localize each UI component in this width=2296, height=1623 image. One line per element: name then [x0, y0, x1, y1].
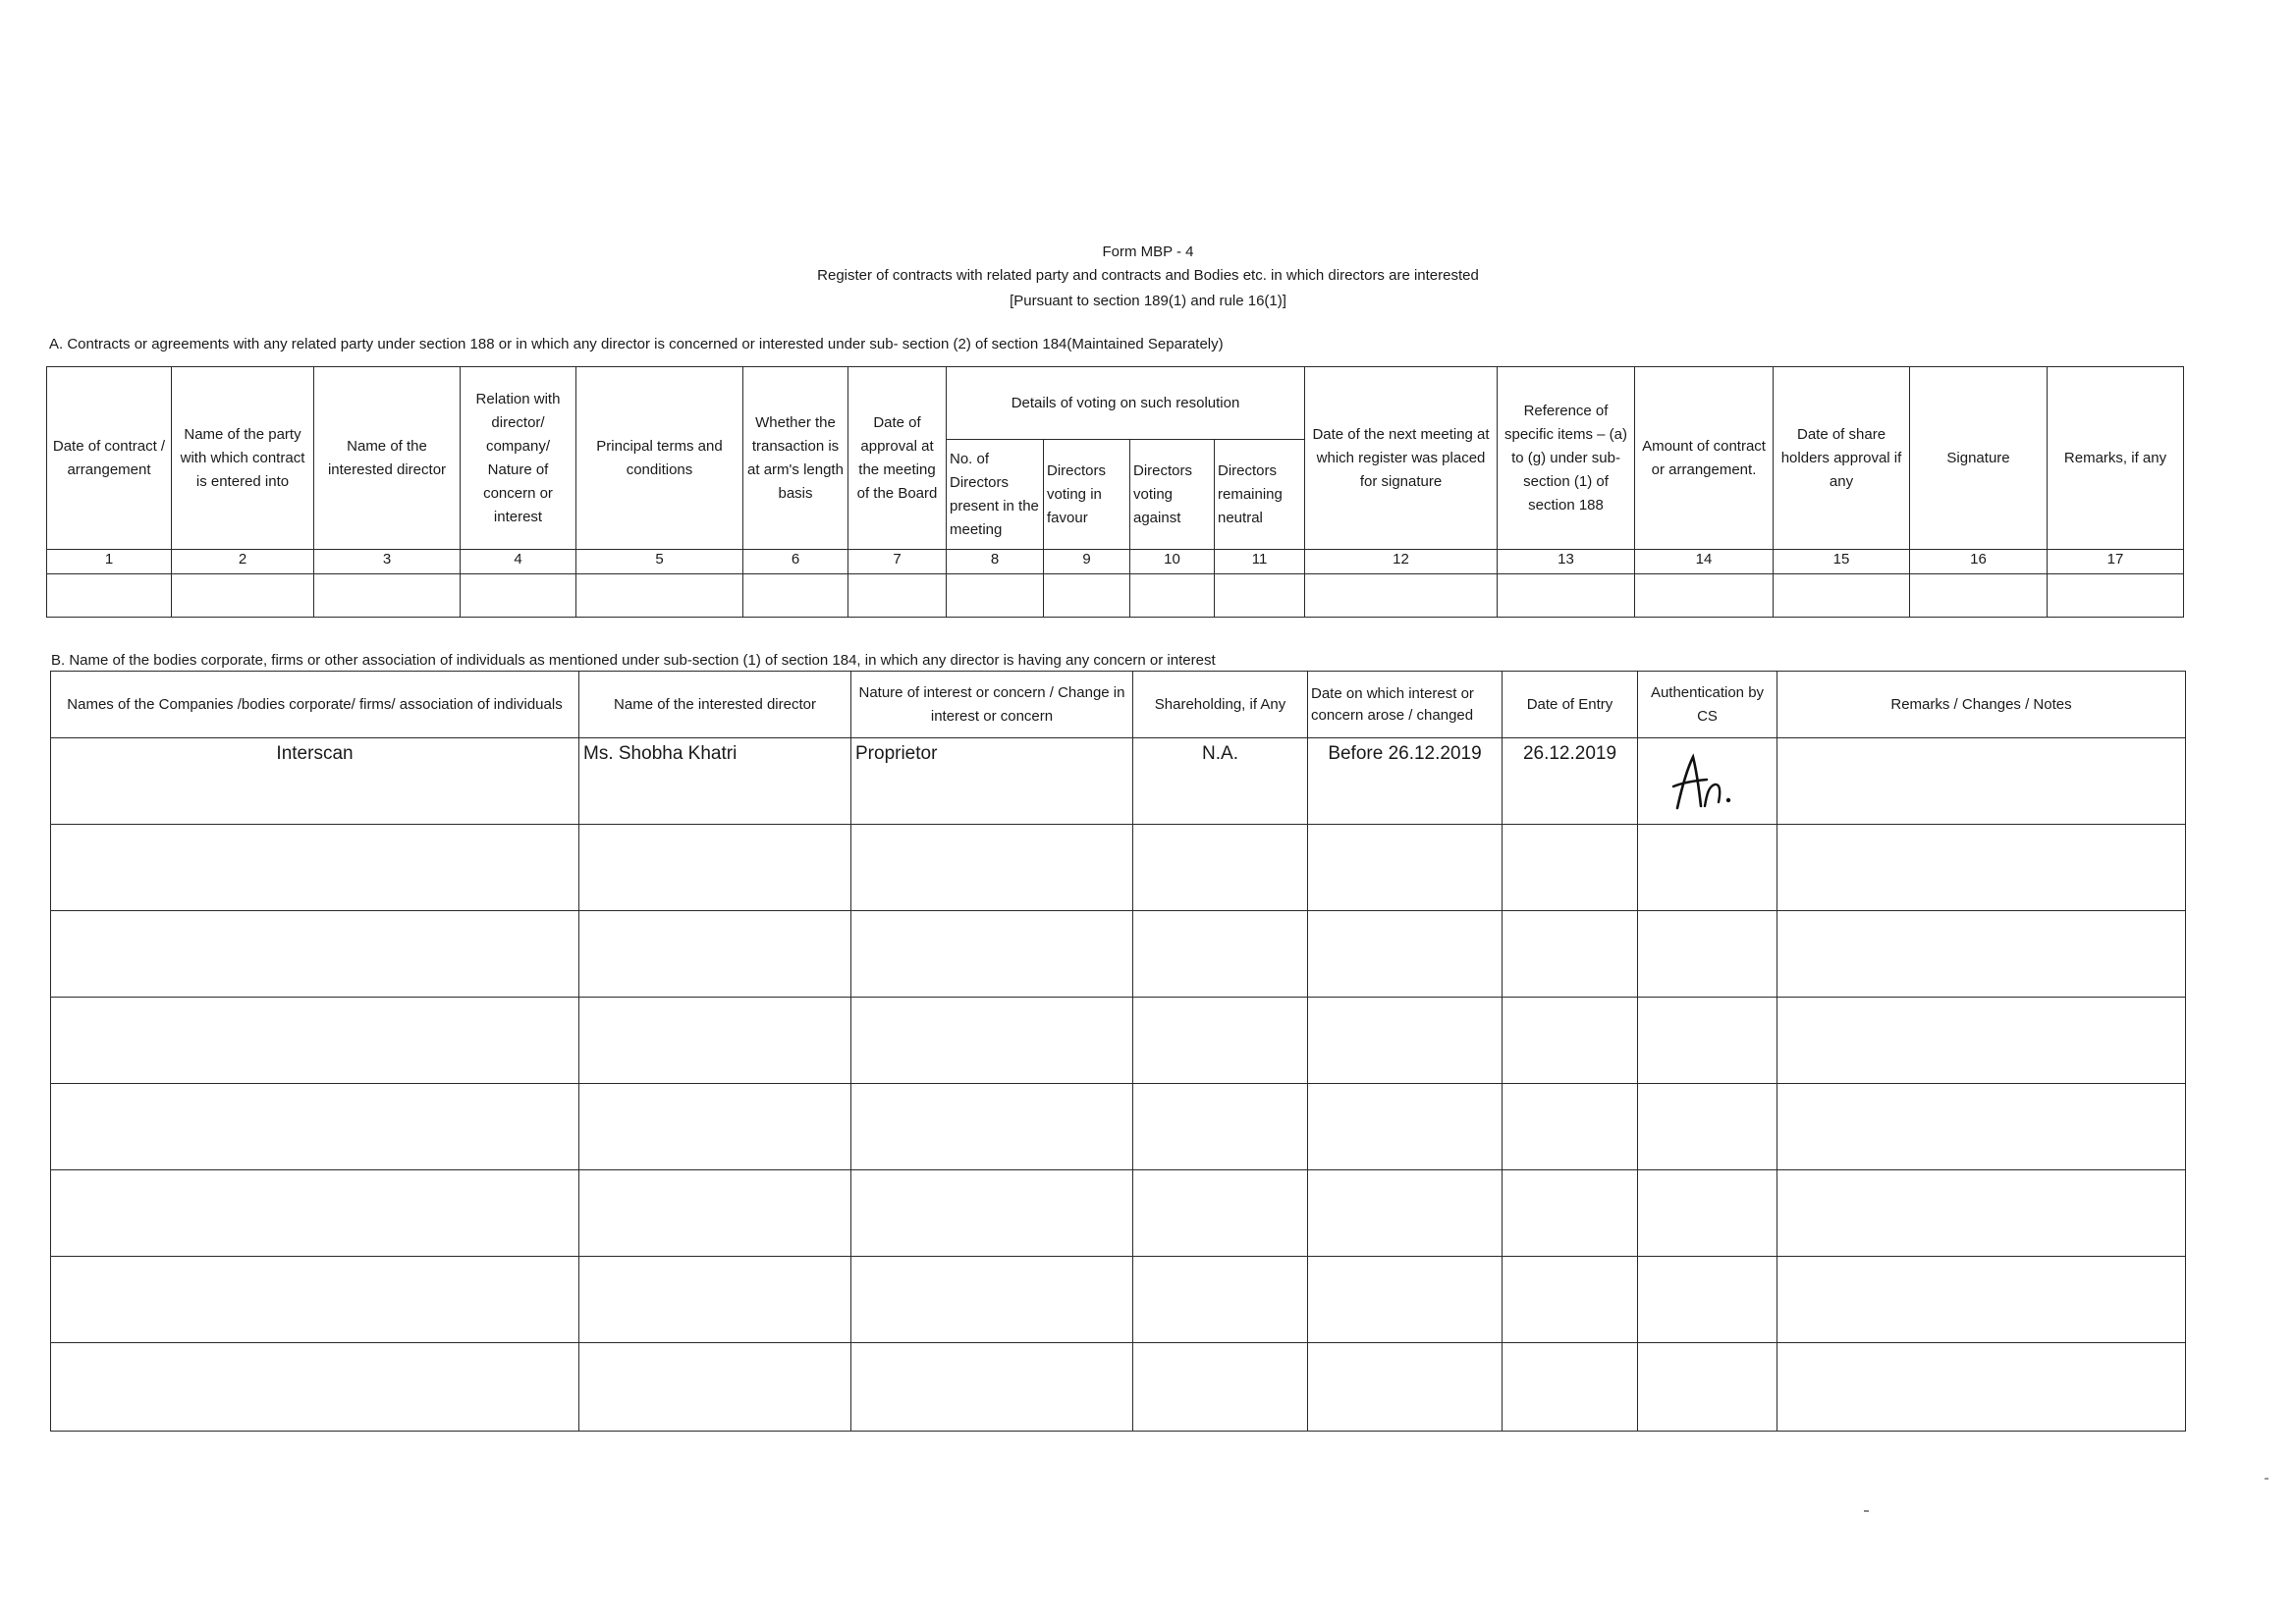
col-relation: Relation with director/ company/ Nature of concern or interest [461, 367, 576, 550]
empty-cell[interactable] [1308, 825, 1503, 911]
empty-cell[interactable] [1308, 1170, 1503, 1257]
empty-cell[interactable] [851, 1257, 1133, 1343]
col-principal-terms: Principal terms and conditions [576, 367, 743, 550]
empty-cell[interactable] [51, 998, 579, 1084]
form-number: Form MBP - 4 [1102, 243, 1194, 260]
empty-cell[interactable] [1133, 1170, 1308, 1257]
empty-cell[interactable] [743, 574, 848, 618]
column-number: 15 [1774, 550, 1910, 574]
empty-cell[interactable] [172, 574, 314, 618]
table-row [51, 738, 2186, 825]
empty-cell[interactable] [1308, 1257, 1503, 1343]
empty-cell[interactable] [1777, 1084, 2186, 1170]
col-remarks-notes: Remarks / Changes / Notes [1777, 672, 2186, 738]
empty-cell[interactable] [1777, 1257, 2186, 1343]
empty-cell[interactable] [1308, 1343, 1503, 1432]
empty-cell[interactable] [851, 1170, 1133, 1257]
empty-cell[interactable] [1638, 1257, 1777, 1343]
empty-cell[interactable] [1638, 911, 1777, 998]
column-number: 7 [848, 550, 947, 574]
empty-cell[interactable] [851, 911, 1133, 998]
empty-cell[interactable] [1503, 998, 1638, 1084]
empty-cell[interactable] [579, 998, 851, 1084]
empty-cell[interactable] [1305, 574, 1498, 618]
col-shareholder-approval: Date of share holders approval if any [1774, 367, 1910, 550]
empty-cell[interactable] [1777, 1170, 2186, 1257]
col-next-meeting-date: Date of the next meeting at which register was placed for signature [1305, 367, 1498, 550]
date-entry-cell[interactable]: 26.12.2019 [1503, 738, 1638, 825]
authentication-cell[interactable] [1638, 738, 1777, 825]
empty-cell[interactable] [1215, 574, 1305, 618]
col-directors-present: No. of Directors present in the meeting [947, 440, 1044, 550]
date-arose-cell[interactable]: Before 26.12.2019 [1308, 738, 1503, 825]
column-number: 12 [1305, 550, 1498, 574]
table-row [51, 911, 2186, 998]
col-group-voting-details: Details of voting on such resolution [947, 367, 1305, 440]
col-date-arose: Date on which interest or concern arose / changed [1308, 672, 1503, 738]
empty-cell[interactable] [1503, 911, 1638, 998]
col-directors-neutral: Directors remaining neutral [1215, 440, 1305, 550]
col-authentication: Authentication by CS [1638, 672, 1777, 738]
col-date-of-contract: Date of contract / arrangement [47, 367, 172, 550]
cs-signature-image [1664, 749, 1752, 818]
empty-cell[interactable] [1774, 574, 1910, 618]
column-number: 16 [1910, 550, 2048, 574]
empty-cell[interactable] [1308, 998, 1503, 1084]
director-name-cell[interactable]: Ms. Shobha Khatri [579, 738, 851, 825]
scan-speck [1864, 1510, 1869, 1512]
column-number: 1 [47, 550, 172, 574]
empty-cell[interactable] [1503, 1170, 1638, 1257]
col-interested-director: Name of the interested director [314, 367, 461, 550]
empty-cell[interactable] [1133, 998, 1308, 1084]
empty-cell[interactable] [1503, 1257, 1638, 1343]
scan-speck [2265, 1478, 2269, 1480]
empty-cell[interactable] [51, 1257, 579, 1343]
column-number: 14 [1635, 550, 1774, 574]
col-directors-favour: Directors voting in favour [1044, 440, 1130, 550]
col-shareholding: Shareholding, if Any [1133, 672, 1308, 738]
empty-cell[interactable] [1638, 1170, 1777, 1257]
empty-cell[interactable] [579, 1343, 851, 1432]
empty-cell[interactable] [1133, 911, 1308, 998]
company-name-cell[interactable]: Interscan [51, 738, 579, 825]
empty-cell[interactable] [1130, 574, 1215, 618]
column-number: 5 [576, 550, 743, 574]
empty-cell[interactable] [1133, 1084, 1308, 1170]
empty-cell[interactable] [579, 1084, 851, 1170]
empty-cell[interactable] [1308, 1084, 1503, 1170]
empty-cell[interactable] [1308, 911, 1503, 998]
empty-cell[interactable] [851, 998, 1133, 1084]
col-party-name: Name of the party with which contract is entered into [172, 367, 314, 550]
table-row [51, 825, 2186, 911]
empty-cell[interactable] [579, 1170, 851, 1257]
empty-cell[interactable] [1503, 1343, 1638, 1432]
column-number: 8 [947, 550, 1044, 574]
column-number: 9 [1044, 550, 1130, 574]
register-title: Register of contracts with related party and contracts and Bodies etc. in which directors are interested [817, 267, 1479, 284]
col-remarks: Remarks, if any [2048, 367, 2184, 550]
empty-cell[interactable] [579, 911, 851, 998]
empty-cell[interactable] [51, 825, 579, 911]
empty-cell[interactable] [1777, 911, 2186, 998]
empty-cell[interactable] [851, 825, 1133, 911]
column-number: 10 [1130, 550, 1215, 574]
column-number-row [47, 550, 2184, 574]
empty-cell[interactable] [1044, 574, 1130, 618]
table-row [51, 998, 2186, 1084]
empty-cell[interactable] [851, 1084, 1133, 1170]
col-interested-director: Name of the interested director [579, 672, 851, 738]
empty-cell[interactable] [1503, 825, 1638, 911]
empty-cell[interactable] [1777, 1343, 2186, 1432]
empty-cell[interactable] [576, 574, 743, 618]
column-number: 17 [2048, 550, 2184, 574]
empty-cell[interactable] [47, 574, 172, 618]
empty-cell[interactable] [51, 1343, 579, 1432]
empty-cell[interactable] [848, 574, 947, 618]
col-reference-items: Reference of specific items – (a) to (g) under sub-section (1) of section 188 [1498, 367, 1635, 550]
column-number: 2 [172, 550, 314, 574]
nature-cell[interactable]: Proprietor [851, 738, 1133, 825]
pursuant-note: [Pursuant to section 189(1) and rule 16(1)] [1010, 293, 1286, 309]
empty-cell[interactable] [1777, 825, 2186, 911]
empty-cell[interactable] [1638, 1343, 1777, 1432]
empty-cell[interactable] [1133, 1257, 1308, 1343]
column-number: 6 [743, 550, 848, 574]
empty-cell[interactable] [2048, 574, 2184, 618]
section-a-title: A. Contracts or agreements with any related party under section 188 or in which any director is concerned or interested under sub- section (2) of section 184(Maintained Separately) [49, 336, 1224, 352]
col-nature-of-interest: Nature of interest or concern / Change in interest or concern [851, 672, 1133, 738]
col-directors-against: Directors voting against [1130, 440, 1215, 550]
column-number: 11 [1215, 550, 1305, 574]
section-a-table [46, 366, 2184, 618]
empty-cell[interactable] [1910, 574, 2048, 618]
empty-cell[interactable] [1777, 998, 2186, 1084]
empty-cell[interactable] [51, 911, 579, 998]
shareholding-cell[interactable]: N.A. [1133, 738, 1308, 825]
table-row [51, 1170, 2186, 1257]
empty-cell[interactable] [579, 825, 851, 911]
col-companies: Names of the Companies /bodies corporate/ firms/ association of individuals [51, 672, 579, 738]
empty-cell[interactable] [851, 1343, 1133, 1432]
empty-cell[interactable] [1503, 1084, 1638, 1170]
col-date-of-entry: Date of Entry [1503, 672, 1638, 738]
empty-cell[interactable] [461, 574, 576, 618]
empty-cell[interactable] [579, 1257, 851, 1343]
section-b-title: B. Name of the bodies corporate, firms or other association of individuals as mentioned under sub-section (1) of section 184, in which any director is having any concern or interest [51, 652, 1216, 669]
empty-cell[interactable] [1635, 574, 1774, 618]
empty-cell[interactable] [1638, 825, 1777, 911]
section-b-table [50, 671, 2186, 1432]
col-amount: Amount of contract or arrangement. [1635, 367, 1774, 550]
table-row [51, 1084, 2186, 1170]
col-board-approval-date: Date of approval at the meeting of the Board [848, 367, 947, 550]
table-row [51, 1257, 2186, 1343]
empty-cell[interactable] [51, 1084, 579, 1170]
empty-cell[interactable] [1638, 1084, 1777, 1170]
table-row [47, 574, 2184, 618]
empty-cell[interactable] [1133, 1343, 1308, 1432]
empty-cell[interactable] [1133, 825, 1308, 911]
empty-cell[interactable] [1498, 574, 1635, 618]
column-number: 4 [461, 550, 576, 574]
empty-cell[interactable] [947, 574, 1044, 618]
table-row [51, 1343, 2186, 1432]
col-signature: Signature [1910, 367, 2048, 550]
column-number: 3 [314, 550, 461, 574]
empty-cell[interactable] [314, 574, 461, 618]
remarks-cell[interactable] [1777, 738, 2186, 825]
column-number: 13 [1498, 550, 1635, 574]
col-arms-length: Whether the transaction is at arm's length basis [743, 367, 848, 550]
empty-cell[interactable] [1638, 998, 1777, 1084]
empty-cell[interactable] [51, 1170, 579, 1257]
